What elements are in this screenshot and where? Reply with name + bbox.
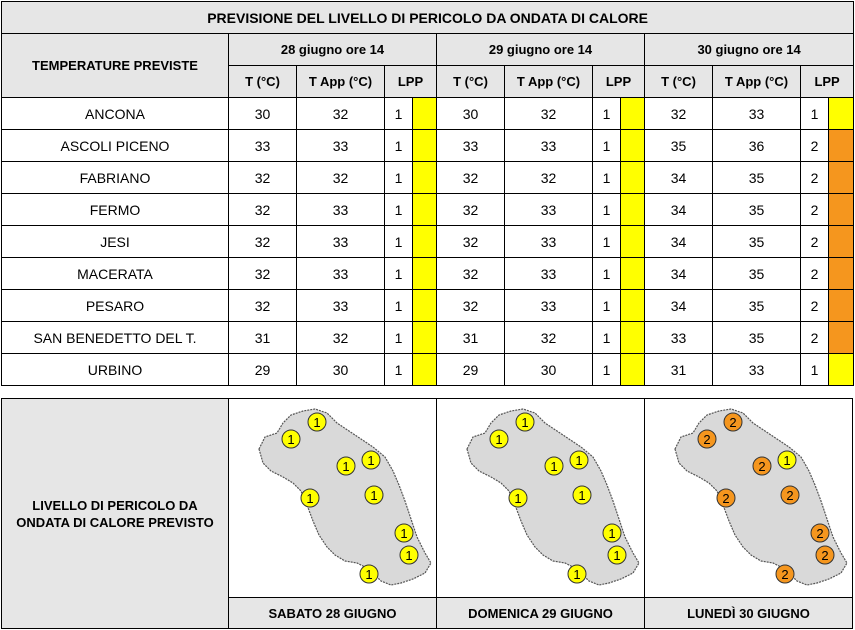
table-title: PREVISIONE DEL LIVELLO DI PERICOLO DA ONDATA DI CALORE [2, 2, 854, 34]
level-marker-label: 1 [578, 488, 586, 503]
level-marker-label: 1 [370, 488, 378, 503]
lpp-value: 2 [801, 258, 829, 290]
city-name: SAN BENEDETTO DEL T. [2, 322, 229, 354]
col-header-tapp: T App (°C) [505, 66, 593, 98]
table-row [2, 130, 854, 162]
tapp-value: 36 [713, 130, 801, 162]
lpp-color-swatch [829, 354, 854, 386]
tapp-value: 35 [713, 226, 801, 258]
day-header: 30 giugno ore 14 [645, 34, 854, 66]
tapp-value: 32 [297, 322, 385, 354]
col-header-tapp: T App (°C) [713, 66, 801, 98]
level-marker-label: 2 [758, 459, 766, 474]
tapp-value: 33 [505, 194, 593, 226]
lpp-value: 2 [801, 130, 829, 162]
lpp-color-swatch [829, 290, 854, 322]
lpp-color-swatch [413, 290, 437, 322]
tapp-value: 33 [505, 258, 593, 290]
temp-value: 29 [229, 354, 297, 386]
lpp-color-swatch [413, 258, 437, 290]
lpp-color-swatch [621, 322, 645, 354]
lpp-value: 1 [385, 322, 413, 354]
lpp-value: 1 [385, 162, 413, 194]
temp-value: 32 [437, 290, 505, 322]
temp-value: 30 [229, 98, 297, 130]
level-marker-label: 2 [729, 415, 737, 430]
level-marker-label: 1 [342, 459, 350, 474]
table-row [2, 162, 854, 194]
lpp-value: 1 [385, 354, 413, 386]
temp-value: 29 [437, 354, 505, 386]
lpp-value: 1 [385, 258, 413, 290]
temp-value: 30 [437, 98, 505, 130]
tapp-value: 33 [297, 130, 385, 162]
temperature-header: TEMPERATURE PREVISTE [2, 34, 229, 98]
city-name: ASCOLI PICENO [2, 130, 229, 162]
tapp-value: 33 [297, 290, 385, 322]
temp-value: 32 [437, 194, 505, 226]
lpp-value: 1 [593, 258, 621, 290]
day-header: 28 giugno ore 14 [229, 34, 437, 66]
tapp-value: 33 [297, 258, 385, 290]
level-marker-label: 1 [573, 567, 581, 582]
map-day-2 [437, 399, 645, 628]
level-marker-label: 1 [367, 453, 375, 468]
lpp-color-swatch [621, 354, 645, 386]
temp-value: 33 [645, 322, 713, 354]
lpp-value: 2 [801, 322, 829, 354]
temp-value: 33 [437, 130, 505, 162]
level-marker-label: 2 [821, 548, 829, 563]
level-marker-label: 2 [703, 432, 711, 447]
lpp-value: 1 [385, 194, 413, 226]
table-row [2, 322, 854, 354]
map-area [645, 399, 852, 598]
lpp-value: 1 [593, 98, 621, 130]
table-row [2, 354, 854, 386]
lpp-color-swatch [413, 194, 437, 226]
table-row [2, 258, 854, 290]
lpp-value: 1 [593, 130, 621, 162]
level-marker-label: 2 [722, 491, 730, 506]
lpp-color-swatch [621, 162, 645, 194]
temp-value: 34 [645, 162, 713, 194]
lpp-value: 2 [801, 290, 829, 322]
map-section-label-text: LIVELLO DI PERICOLO DA ONDATA DI CALORE PREVISTO [16, 497, 214, 530]
lpp-value: 1 [593, 162, 621, 194]
forecast-table [1, 1, 854, 386]
lpp-color-swatch [621, 194, 645, 226]
lpp-value: 1 [801, 354, 829, 386]
day-header: 29 giugno ore 14 [437, 34, 645, 66]
level-marker-label: 1 [608, 526, 616, 541]
temp-value: 32 [229, 258, 297, 290]
temp-value: 34 [645, 258, 713, 290]
lpp-value: 1 [385, 226, 413, 258]
temp-value: 31 [645, 354, 713, 386]
temp-value: 32 [645, 98, 713, 130]
lpp-value: 1 [593, 194, 621, 226]
temp-value: 35 [645, 130, 713, 162]
tapp-value: 35 [713, 162, 801, 194]
lpp-color-swatch [829, 194, 854, 226]
col-header-temp: T (°C) [229, 66, 297, 98]
lpp-value: 1 [385, 130, 413, 162]
table-row [2, 226, 854, 258]
tapp-value: 32 [505, 162, 593, 194]
level-marker-label: 2 [781, 567, 789, 582]
lpp-value: 1 [593, 226, 621, 258]
lpp-value: 1 [593, 290, 621, 322]
city-name: ANCONA [2, 98, 229, 130]
lpp-value: 1 [801, 98, 829, 130]
temp-value: 33 [229, 130, 297, 162]
lpp-value: 1 [385, 290, 413, 322]
tapp-value: 32 [297, 98, 385, 130]
col-header-lpp: LPP [385, 66, 437, 98]
level-marker-label: 1 [575, 453, 583, 468]
city-name: PESARO [2, 290, 229, 322]
lpp-color-swatch [621, 98, 645, 130]
temp-value: 32 [229, 162, 297, 194]
map-day-1 [229, 399, 437, 628]
lpp-color-swatch [413, 322, 437, 354]
temp-value: 34 [645, 194, 713, 226]
city-name: MACERATA [2, 258, 229, 290]
lpp-value: 1 [385, 98, 413, 130]
temp-value: 32 [229, 194, 297, 226]
lpp-color-swatch [621, 258, 645, 290]
map-day-3 [645, 399, 852, 628]
map-area [229, 399, 436, 598]
temp-value: 32 [437, 162, 505, 194]
lpp-color-swatch [621, 226, 645, 258]
level-marker-label: 1 [306, 491, 314, 506]
level-marker-label: 1 [287, 432, 295, 447]
level-marker-label: 1 [313, 415, 321, 430]
marche-map [229, 399, 437, 598]
lpp-value: 2 [801, 194, 829, 226]
map-area [437, 399, 644, 598]
tapp-value: 30 [297, 354, 385, 386]
level-marker-label: 1 [613, 548, 621, 563]
tapp-value: 32 [297, 162, 385, 194]
table-row [2, 98, 854, 130]
marche-map [645, 399, 852, 598]
lpp-color-swatch [621, 130, 645, 162]
city-name: FABRIANO [2, 162, 229, 194]
lpp-color-swatch [413, 354, 437, 386]
map-day-label: SABATO 28 GIUGNO [229, 598, 436, 628]
lpp-value: 2 [801, 162, 829, 194]
lpp-value: 2 [801, 226, 829, 258]
temp-value: 31 [229, 322, 297, 354]
level-marker-label: 1 [495, 432, 503, 447]
lpp-color-swatch [829, 162, 854, 194]
level-marker-label: 2 [786, 488, 794, 503]
tapp-value: 33 [297, 194, 385, 226]
col-header-tapp: T App (°C) [297, 66, 385, 98]
tapp-value: 35 [713, 322, 801, 354]
map-day-label: DOMENICA 29 GIUGNO [437, 598, 644, 628]
level-marker-label: 1 [400, 526, 408, 541]
level-marker-label: 1 [550, 459, 558, 474]
lpp-color-swatch [829, 258, 854, 290]
col-header-lpp: LPP [801, 66, 854, 98]
temp-value: 34 [645, 226, 713, 258]
city-name: FERMO [2, 194, 229, 226]
tapp-value: 32 [505, 322, 593, 354]
table-row [2, 194, 854, 226]
tapp-value: 35 [713, 194, 801, 226]
city-name: URBINO [2, 354, 229, 386]
lpp-color-swatch [413, 130, 437, 162]
col-header-temp: T (°C) [645, 66, 713, 98]
tapp-value: 33 [505, 226, 593, 258]
lpp-value: 1 [593, 354, 621, 386]
lpp-color-swatch [829, 98, 854, 130]
map-section [1, 398, 853, 629]
temp-value: 32 [229, 226, 297, 258]
col-header-lpp: LPP [593, 66, 645, 98]
temp-value: 34 [645, 290, 713, 322]
marche-map [437, 399, 645, 598]
lpp-color-swatch [829, 130, 854, 162]
temp-value: 32 [437, 258, 505, 290]
level-marker-label: 1 [514, 491, 522, 506]
city-name: JESI [2, 226, 229, 258]
tapp-value: 35 [713, 258, 801, 290]
map-section-label [2, 399, 229, 628]
tapp-value: 32 [505, 98, 593, 130]
level-marker-label: 1 [405, 548, 413, 563]
map-day-label: LUNEDÌ 30 GIUGNO [645, 598, 852, 628]
level-marker-label: 1 [365, 567, 373, 582]
lpp-color-swatch [829, 322, 854, 354]
lpp-color-swatch [413, 98, 437, 130]
tapp-value: 33 [505, 130, 593, 162]
level-marker-label: 1 [783, 453, 791, 468]
lpp-color-swatch [413, 162, 437, 194]
lpp-color-swatch [829, 226, 854, 258]
tapp-value: 33 [713, 354, 801, 386]
tapp-value: 33 [713, 98, 801, 130]
table-row [2, 290, 854, 322]
tapp-value: 33 [505, 290, 593, 322]
tapp-value: 30 [505, 354, 593, 386]
col-header-temp: T (°C) [437, 66, 505, 98]
temp-value: 31 [437, 322, 505, 354]
tapp-value: 33 [297, 226, 385, 258]
tapp-value: 35 [713, 290, 801, 322]
lpp-color-swatch [413, 226, 437, 258]
temp-value: 32 [229, 290, 297, 322]
lpp-color-swatch [621, 290, 645, 322]
lpp-value: 1 [593, 322, 621, 354]
level-marker-label: 1 [521, 415, 529, 430]
temp-value: 32 [437, 226, 505, 258]
level-marker-label: 2 [816, 526, 824, 541]
